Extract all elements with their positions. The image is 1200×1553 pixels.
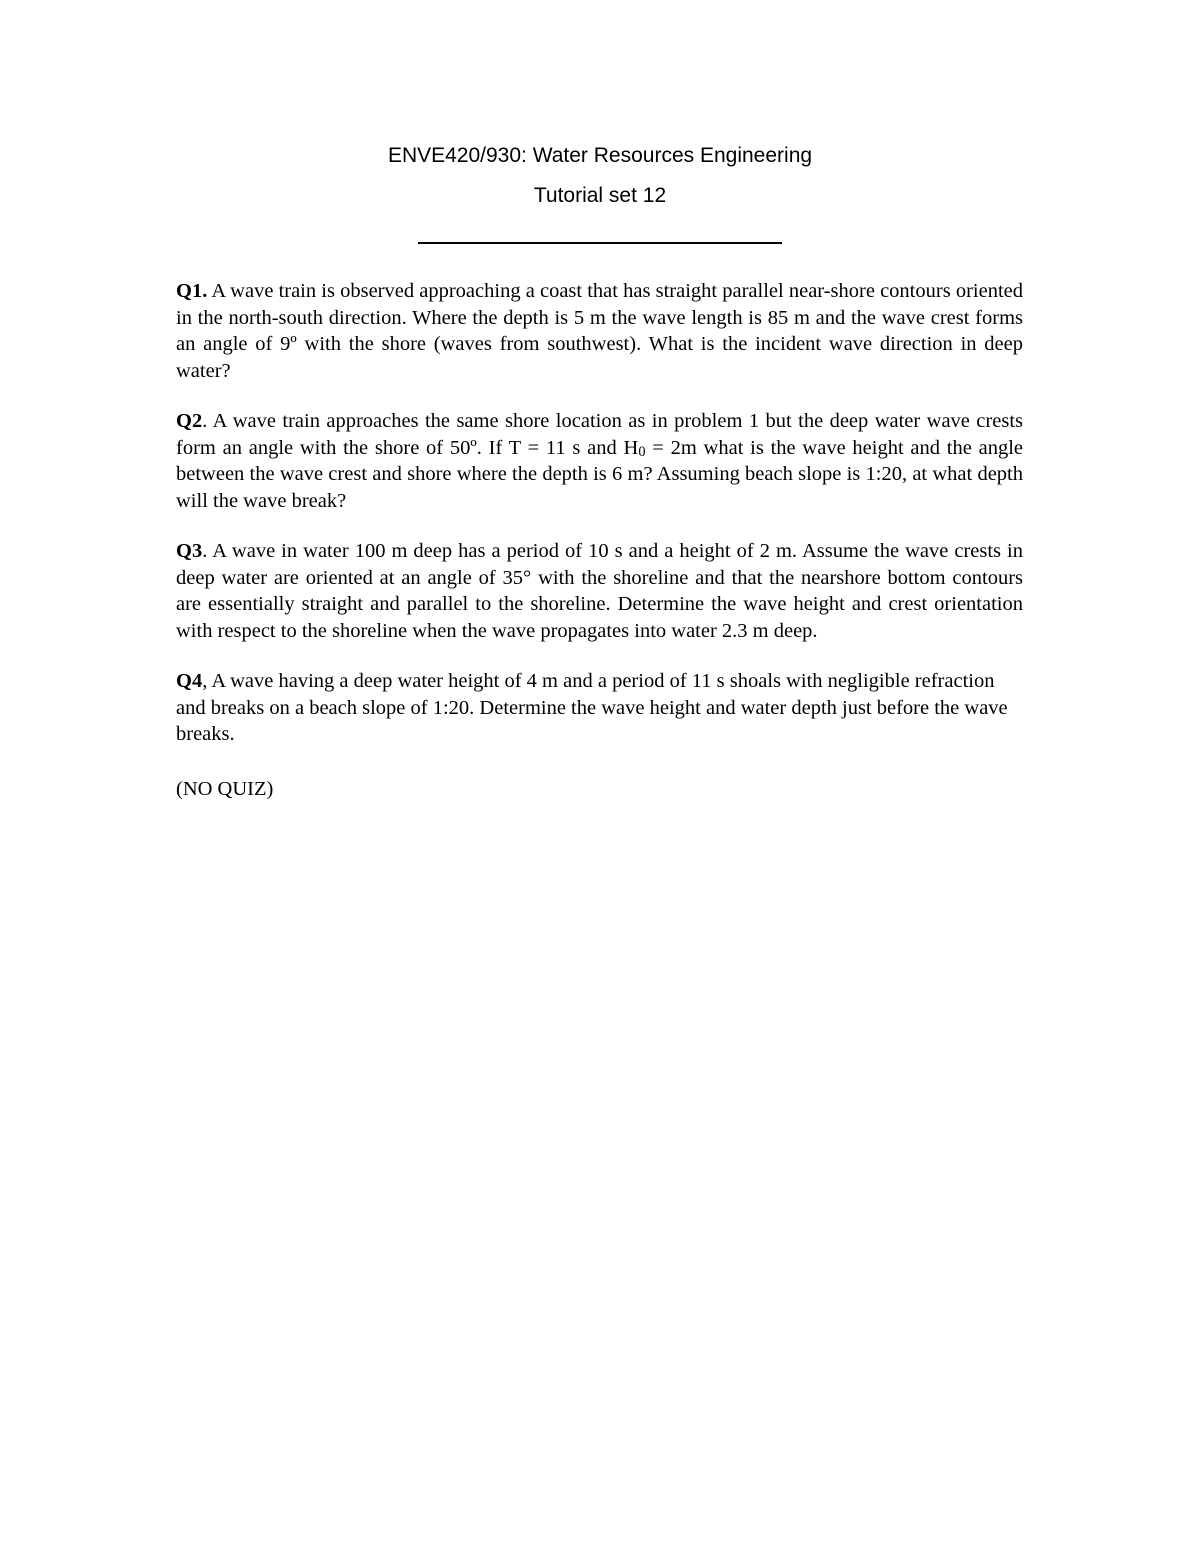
question-2 bbox=[176, 408, 1023, 514]
document-title: ENVE420/930: Water Resources Engineering bbox=[387, 144, 813, 167]
question-text: , A wave having a deep water height of 4 m and a period of 11 s shoals with negligible refraction and breaks on a beach slope of 1:20. Determine the wave height and water depth just before the wave breaks. bbox=[176, 670, 1008, 745]
question-text-continued: = 2m what is the wave height and the angle between the wave crest and shore where the depth is 6 m? Assuming beach slope is 1:20, at what depth will the wave break? bbox=[176, 436, 1023, 512]
question-text: . A wave in water 100 m deep has a period of 10 s and a height of 2 m. Assume the wave crests in deep water are oriented at an angle of 35° with the shoreline and that the nearshore bottom contours are essentially straight and parallel to the shoreline. Determine the wave height and crest orientation with respect to the shoreline when the wave propagates into water 2.3 m deep. bbox=[176, 540, 1023, 642]
question-label: Q3 bbox=[176, 540, 203, 562]
document-subtitle: Tutorial set 12 bbox=[533, 184, 667, 207]
no-quiz-note: (NO QUIZ) bbox=[176, 777, 274, 800]
question-label: Q2 bbox=[176, 410, 203, 432]
question-text: A wave train is observed approaching a coast that has straight parallel near-shore contours oriented in the north-south direction. Where the depth is 5 m the wave length is 85 m and the wave crest forms an angle of 9º with the shore (waves from southwest). What is the incident wave direction in deep water? bbox=[176, 280, 1023, 382]
question-4 bbox=[176, 668, 1023, 748]
question-text: . A wave train approaches the same shore location as in problem 1 but the deep water wave crests form an angle with the shore of 50º. If T = 11 s and H bbox=[176, 410, 1023, 459]
question-1 bbox=[176, 278, 1023, 384]
question-label: Q4 bbox=[176, 670, 203, 692]
subscript-zero: 0 bbox=[638, 443, 646, 460]
question-3 bbox=[176, 538, 1023, 644]
horizontal-rule bbox=[418, 242, 782, 244]
document-body bbox=[176, 278, 1023, 802]
question-label: Q1. bbox=[176, 280, 208, 302]
